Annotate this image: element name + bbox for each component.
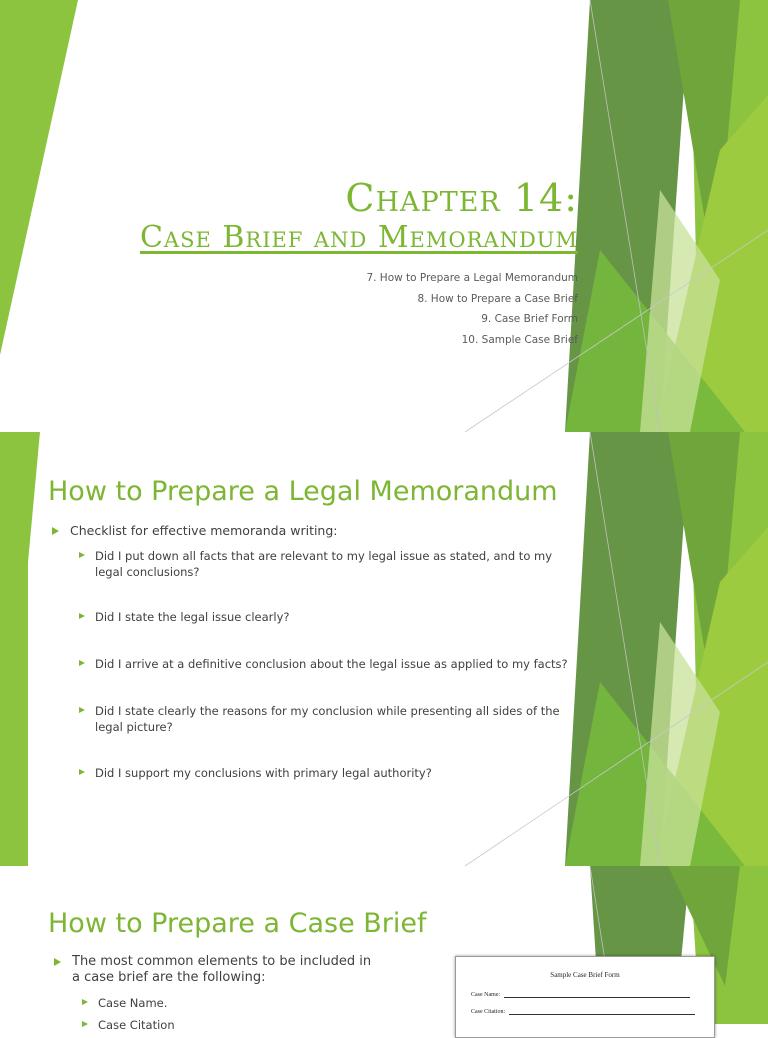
checklist-item: Did I support my conclusions with primary legal authority?	[95, 765, 565, 781]
checklist-item: Did I put down all facts that are relevant to my legal issue as stated, and to my legal conclusions?	[95, 548, 565, 580]
bullet-arrow-icon	[82, 1021, 88, 1027]
bullet-arrow-icon	[79, 552, 85, 558]
checklist-item: Did I arrive at a definitive conclusion about the legal issue as applied to my facts?	[95, 656, 575, 672]
case-brief-item: Case Name.	[98, 995, 358, 1011]
bullet-intro: The most common elements to be included in a case brief are the following:	[72, 954, 377, 986]
form-row: Case Name:	[471, 990, 690, 998]
page-title: Chapter 14:	[345, 176, 578, 220]
slide-memorandum	[0, 432, 768, 866]
bullet-arrow-icon	[54, 958, 61, 966]
case-brief-item: Case Citation	[98, 1017, 358, 1033]
bullet-arrow-icon	[79, 769, 85, 775]
form-title: Sample Case Brief Form	[550, 971, 620, 979]
bullet-arrow-icon	[52, 527, 59, 535]
title-block	[140, 176, 578, 256]
form-row: Case Citation:	[471, 1007, 695, 1015]
page-subtitle: Case Brief and Memorandum	[139, 220, 578, 255]
toc-item: 8. How to Prepare a Case Brief	[417, 292, 578, 305]
checklist-item: Did I state clearly the reasons for my conclusion while presenting all sides of the legal picture?	[95, 703, 565, 735]
toc-item: 10. Sample Case Brief	[461, 333, 578, 346]
bullet-intro: Checklist for effective memoranda writing:	[70, 523, 550, 539]
bullet-arrow-icon	[82, 999, 88, 1005]
bullet-arrow-icon	[79, 613, 85, 619]
section-heading: How to Prepare a Legal Memorandum	[48, 476, 558, 507]
checklist-item: Did I state the legal issue clearly?	[95, 609, 565, 625]
toc-item: 9. Case Brief Form	[481, 313, 578, 325]
slide-title	[0, 0, 768, 432]
bullet-arrow-icon	[79, 660, 85, 666]
case-brief-form-image	[455, 956, 715, 1038]
section-heading: How to Prepare a Case Brief	[48, 908, 427, 939]
bullet-arrow-icon	[79, 707, 85, 713]
toc-item: 7. How to Prepare a Legal Memorandum	[366, 272, 578, 284]
table-of-contents	[366, 268, 578, 350]
slide-case-brief	[0, 866, 768, 1032]
